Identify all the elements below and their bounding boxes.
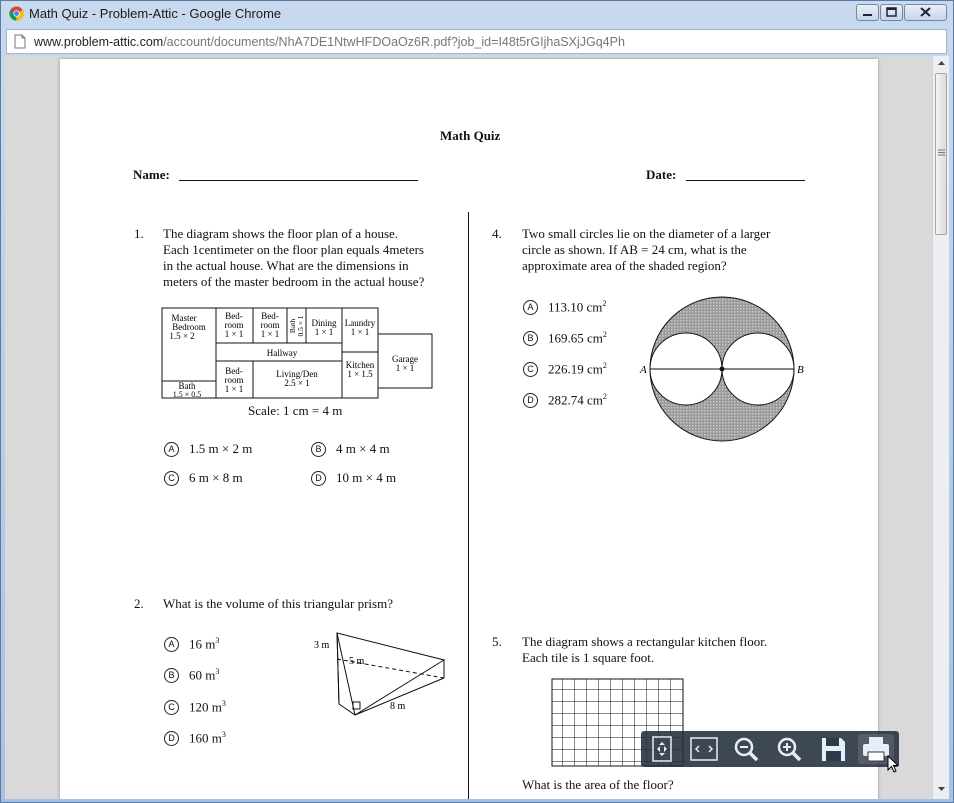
room-label: Bed- [225,366,243,376]
room-label: 1 × 1 [260,329,280,339]
option-bubble: D [523,393,538,408]
room-label: 1.5 × 0.5 [172,390,202,399]
name-line [179,180,418,181]
room-label: Bath [288,318,297,334]
page-icon [14,34,26,49]
minimize-icon [857,5,878,20]
column-divider [468,212,469,799]
room-label: 0.5 × 1 [296,315,305,337]
option-text: 169.65 cm [548,330,603,346]
zoom-out-icon[interactable] [729,734,765,764]
date-label: Date: [646,167,677,182]
q5-text [522,634,797,666]
circles-diagram [635,287,815,447]
point-a-label: A [640,364,647,376]
option-bubble: C [164,471,179,486]
q1-option-c[interactable] [164,470,243,486]
option-bubble: C [164,700,179,715]
option-bubble: A [164,637,179,652]
q4-text [522,226,797,274]
vertical-scrollbar[interactable] [932,56,949,799]
option-sup: 2 [602,330,607,339]
fit-page-icon[interactable] [644,734,680,764]
option-sup: 3 [215,636,220,645]
maximize-icon [881,5,902,20]
room-label: 2.5 × 1 [284,378,310,388]
q1-option-d[interactable] [311,470,396,486]
room-label: 1 × 1 [395,363,415,373]
fit-width-icon[interactable] [686,734,722,764]
q1-number: 1. [134,226,144,241]
option-text: 120 m [189,699,222,715]
room-label: Garage [392,354,418,364]
pdf-page [60,59,878,799]
q2-option-b[interactable] [164,667,219,683]
q4-option-a[interactable] [523,299,606,315]
floor-plan-diagram [160,306,435,401]
q5-line: Each tile is 1 square foot. [522,650,655,665]
date-line [686,180,805,181]
q1-text [163,226,453,290]
room-label: 1.5 × 2 [169,331,195,341]
url-text[interactable] [34,35,625,49]
q4-line: Two small circles lie on the diameter of a larger [522,226,771,241]
option-text: 1.5 m × 2 m [189,441,253,456]
title-bar [1,1,953,27]
mouse-cursor-icon [887,755,901,775]
room-label: Master [171,313,197,323]
grip-icon [938,149,945,156]
prism-label: 8 m [390,701,406,712]
room-label: room [224,375,244,385]
room-label: Bed- [261,311,279,321]
option-bubble: B [164,668,179,683]
quiz-title: Math Quiz [440,128,501,143]
option-sup: 2 [602,299,607,308]
option-text: 160 m [189,730,222,746]
url-path: /account/documents/NhA7DE1NtwHFDOaOz6R.pdf?job_id=I48t5rGIjhaSXjJGq4Ph [163,35,625,49]
chrome-icon [9,6,24,21]
zoom-in-icon[interactable] [772,734,808,764]
q4-line: circle as shown. If AB = 24 cm, what is the [522,242,747,257]
option-text: 113.10 cm [548,299,603,315]
point-b-label: B [797,364,804,376]
scroll-thumb[interactable] [935,73,947,235]
option-sup: 3 [215,667,220,676]
room-label: Bath [178,381,196,391]
option-sup: 2 [602,361,607,370]
prism-label: 3 m [314,640,330,651]
option-text: 282.74 cm [548,392,603,408]
url-domain: www.problem-attic.com [34,35,164,49]
q1-line: in the actual house. What are the dimensions in [163,258,409,273]
close-icon [905,5,946,20]
room-label: Hallway [266,348,298,358]
room-label: 1 × 1 [350,327,370,337]
q1-line: meters of the master bedroom in the actual house? [163,274,425,289]
address-bar[interactable] [6,29,947,54]
window-title: Math Quiz - Problem-Attic - Google Chrome [29,6,282,21]
pdf-toolbar [641,731,899,767]
room-label: Kitchen [345,360,375,370]
q5-question: What is the area of the floor? [522,777,674,792]
q1-scale: Scale: 1 cm = 4 m [248,403,343,418]
room-label: 1 × 1 [224,384,244,394]
room-label: room [224,320,244,330]
room-label: 1 × 1 [314,327,334,337]
room-label: 1 × 1.5 [347,369,373,379]
maximize-button[interactable] [880,4,903,21]
option-sup: 3 [221,730,226,739]
room-label: Living/Den [276,369,318,379]
room-label: Bedroom [172,322,206,332]
q1-line: The diagram shows the floor plan of a house. [163,226,399,241]
option-text: 4 m × 4 m [336,441,390,456]
option-bubble: A [164,442,179,457]
q4-number: 4. [492,226,502,241]
scroll-down-icon[interactable] [937,785,946,793]
option-bubble: B [311,442,326,457]
save-icon[interactable] [815,734,851,764]
option-text: 10 m × 4 m [336,470,397,485]
scroll-up-icon[interactable] [937,59,946,67]
option-bubble: B [523,331,538,346]
pdf-viewport[interactable] [5,56,932,799]
minimize-button[interactable] [856,4,879,21]
option-text: 226.19 cm [548,361,603,377]
option-bubble: D [311,471,326,486]
q4-line: approximate area of the shaded region? [522,258,727,273]
option-text: 60 m [189,667,216,683]
option-sup: 2 [602,392,607,401]
option-sup: 3 [221,699,226,708]
name-label: Name: [133,167,170,182]
q2-number: 2. [134,596,144,611]
room-label: room [260,320,280,330]
prism-label: 5 m [349,656,365,667]
q1-option-b[interactable] [311,441,390,457]
close-button[interactable] [904,4,947,21]
q2-text: What is the volume of this triangular prism? [163,596,393,611]
room-label: Bed- [225,311,243,321]
q4-option-c[interactable] [523,361,607,377]
option-bubble: A [523,300,538,315]
q2-option-c[interactable] [164,699,226,715]
q5-number: 5. [492,634,502,649]
option-bubble: D [164,731,179,746]
q2-option-a[interactable] [164,636,219,652]
option-text: 6 m × 8 m [189,470,243,485]
q1-option-a[interactable] [164,441,252,457]
room-label: Laundry [344,318,376,328]
q5-line: The diagram shows a rectangular kitchen floor. [522,634,768,649]
prism-diagram [310,627,455,727]
q4-option-b[interactable] [523,330,607,346]
q1-line: Each 1centimeter on the floor plan equals 4meters [163,242,424,257]
q2-option-d[interactable] [164,730,226,746]
q4-option-d[interactable] [523,392,607,408]
option-bubble: C [523,362,538,377]
room-label: Dining [311,318,337,328]
option-text: 16 m [189,636,216,652]
room-label: 1 × 1 [224,329,244,339]
